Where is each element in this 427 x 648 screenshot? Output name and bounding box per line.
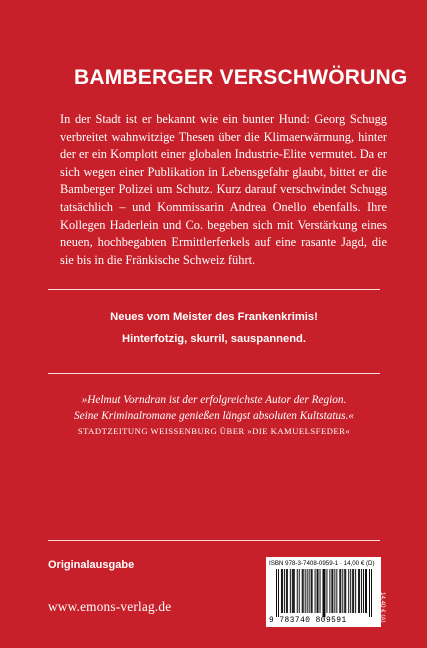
barcode-bar	[355, 569, 356, 613]
barcode-bar	[284, 569, 285, 613]
isbn-price-text: ISBN 978-3-7408-0959-1 · 14,00 € (D)	[269, 560, 375, 567]
austria-price: 14,40 € (A)	[379, 592, 386, 623]
quote-line-1: »Helmut Vorndran ist der erfolgreichste Autor der Region.	[81, 394, 347, 406]
barcode-bar	[336, 569, 337, 613]
barcode-bar	[371, 569, 372, 617]
barcode-bar	[326, 569, 327, 613]
barcode-bar	[294, 569, 295, 613]
barcode-bar	[366, 569, 367, 613]
barcode-digits: 9 783740 809591	[269, 617, 347, 625]
barcode-bar	[323, 569, 324, 617]
barcode-bar	[342, 569, 343, 613]
barcode-bar	[329, 569, 330, 613]
edition-label: Originalausgabe	[48, 559, 135, 571]
divider-top	[48, 289, 380, 290]
barcode-icon	[276, 569, 372, 617]
barcode-bar	[293, 569, 294, 613]
barcode-bar	[297, 569, 298, 613]
barcode-bar	[358, 569, 359, 613]
barcode-bar	[363, 569, 364, 613]
barcode-bar	[359, 569, 360, 613]
barcode-bar	[324, 569, 325, 617]
barcode-bar	[281, 569, 282, 613]
tagline-line-1: Neues vom Meister des Frankenkrimis!	[110, 311, 318, 323]
barcode-bar	[287, 569, 288, 613]
barcode-bar	[305, 569, 306, 613]
review-quote	[40, 393, 388, 424]
barcode-bar	[286, 569, 287, 613]
barcode-bar	[353, 569, 354, 613]
quote-line-2: Seine Kriminalromane genießen längst absoluten Kultstatus.«	[73, 409, 355, 422]
barcode-bar	[318, 569, 319, 613]
barcode-bar	[302, 569, 303, 613]
tagline	[48, 306, 380, 350]
barcode-bar	[276, 569, 277, 617]
barcode-bar	[312, 569, 313, 613]
tagline-line-2: Hinterfotzig, skurril, sauspannend.	[122, 333, 306, 345]
barcode-bar	[292, 569, 293, 613]
barcode-bar	[303, 569, 304, 613]
barcode-bar	[309, 569, 310, 613]
barcode-bar	[282, 569, 283, 613]
barcode-bar	[332, 569, 333, 613]
barcode-bar	[317, 569, 318, 613]
barcode-bar	[331, 569, 332, 613]
barcode-bar	[339, 569, 340, 613]
barcode-bar	[320, 569, 321, 613]
barcode-bar	[369, 569, 370, 617]
divider-middle	[48, 373, 380, 374]
barcode-bar	[299, 569, 300, 613]
quote-source: STADTZEITUNG WEISSENBURG ÜBER »DIE KAMUELSFEDER«	[77, 426, 351, 436]
barcode-bar	[334, 569, 335, 613]
barcode-bar	[278, 569, 279, 617]
barcode-bar	[340, 569, 341, 613]
barcode-bar	[315, 569, 316, 613]
barcode-bar	[350, 569, 351, 613]
divider-bottom	[48, 540, 380, 541]
barcode-bar	[348, 569, 349, 613]
barcode-bar	[344, 569, 345, 613]
barcode-bar	[361, 569, 362, 613]
barcode-bar	[352, 569, 353, 613]
barcode-box	[266, 557, 381, 627]
barcode-bar	[324, 569, 325, 617]
barcode-bar	[345, 569, 346, 613]
blurb-text: In der Stadt ist er bekannt wie ein bunter Hund: Georg Schugg verbreitet wahnwitzige Thesen über die Klimaerwärmung, hinter der er ein Komplott einer globalen Industrie-Elite vermutet. Da er sich wegen einer Publikation in Lebensgefahr glaubt, bittet er die Bamberger Polizei um Schutz. Kurz darauf verschwindet Schugg tatsächlich – und Kommissarin Andrea Onello ebenfalls. Ihre Kollegen Haderlein und Co. begeben sich mit Verstärkung eines neuen, hochbegabten Ermittlerferkels auf eine rasante Jagd, die sie bis in die Fränkische Schweiz führt.	[60, 112, 387, 267]
barcode-bar	[307, 569, 308, 613]
barcode-bar	[365, 569, 366, 613]
book-title: BAMBERGER VERSCHWÖRUNG	[74, 66, 408, 89]
publisher-website: www.emons-verlag.de	[48, 599, 172, 614]
barcode-bar	[311, 569, 312, 613]
barcode-bar	[290, 569, 291, 613]
